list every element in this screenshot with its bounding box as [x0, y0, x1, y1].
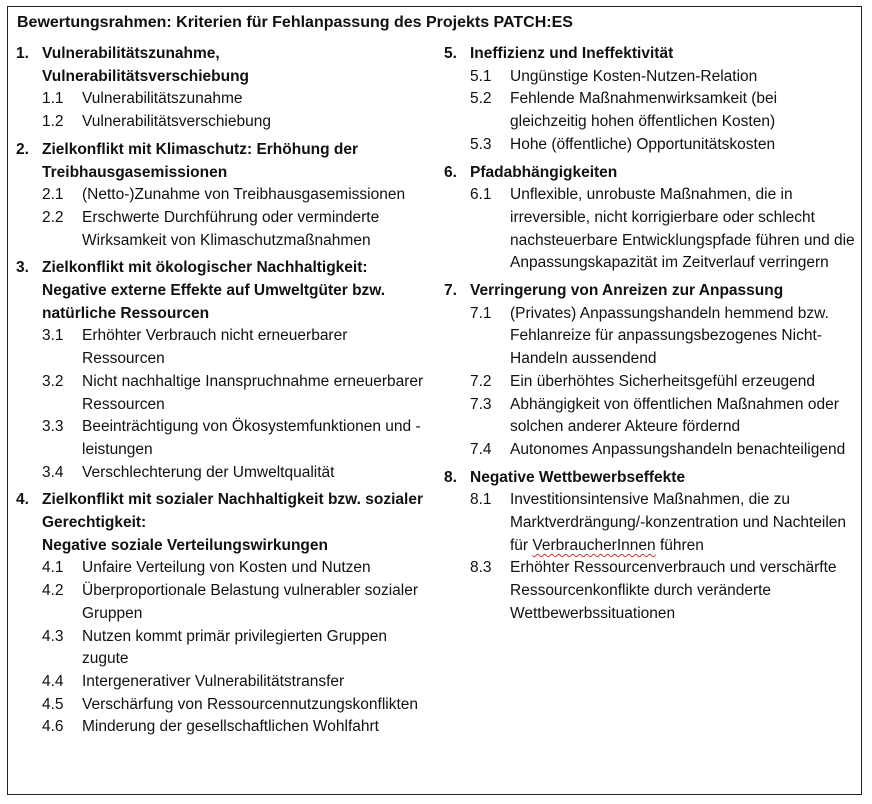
criterion-item	[16, 325, 434, 370]
right-column	[444, 43, 856, 631]
criterion-text	[510, 489, 856, 557]
criterion-item	[16, 557, 434, 580]
criterion-text: Erhöhter Ressourcenverbrauch und verschärfte Ressourcenkonflikte durch veränderte Wettbewerbssituationen	[510, 559, 837, 622]
section-number: 6.	[444, 163, 457, 181]
left-column	[16, 43, 434, 744]
criterion-number: 4.5	[42, 695, 64, 713]
criterion-item	[16, 371, 434, 416]
section-number: 4.	[16, 491, 29, 509]
criterion-number: 7.4	[470, 440, 492, 458]
criterion-text: Fehlende Maßnahmenwirksamkeit (bei gleichzeitig hohen öffentlichen Kosten)	[510, 90, 778, 131]
criterion-item	[16, 416, 434, 461]
criterion-text: (Privates) Anpassungshandeln hemmend bzw. Fehlanreize für anpassungsbezogenes Nicht-Handeln aussendend	[510, 304, 829, 368]
section-title: Zielkonflikt mit Klimaschutz: Erhöhung der Treibhausgasemissionen	[42, 140, 359, 181]
section-title: Zielkonflikt mit sozialer Nachhaltigkeit bzw. sozialer Gerechtigkeit: Negative soziale Verteilungswirkungen	[42, 491, 423, 554]
criterion-number: 2.1	[42, 186, 64, 204]
criterion-item	[16, 626, 434, 671]
criterion-item	[16, 88, 434, 111]
criterion-item	[16, 671, 434, 694]
criterion-text: Unflexible, unrobuste Maßnahmen, die in irreversible, nicht korrigierbare oder schlecht nachsteuerbare Entwicklungspfade führen und die Anpassungskapazität im Zeitverlauf verringern	[510, 186, 855, 272]
spellcheck-marked-word: VerbraucherInnen	[532, 536, 656, 554]
criterion-item	[16, 716, 434, 739]
criterion-number: 7.3	[470, 395, 492, 413]
criterion-text: Abhängigkeit von öffentlichen Maßnahmen oder solchen anderer Akteure fördernd	[510, 395, 839, 436]
section-1	[16, 43, 434, 134]
criterion-item	[16, 184, 434, 207]
criterion-number: 7.2	[470, 372, 492, 390]
section-number: 2.	[16, 140, 29, 158]
section-title: Ineffizienz und Ineffektivität	[470, 45, 674, 62]
criterion-text: Verschlechterung der Umweltqualität	[82, 463, 335, 481]
criterion-number: 1.2	[42, 113, 64, 131]
section-heading	[16, 489, 434, 557]
criterion-number: 4.3	[42, 627, 64, 645]
criterion-text: Autonomes Anpassungshandeln benachteiligend	[510, 440, 846, 458]
criterion-item	[444, 88, 856, 133]
section-title: Pfadabhängigkeiten	[470, 163, 618, 181]
section-heading	[444, 162, 856, 185]
section-heading	[444, 280, 856, 303]
criterion-number: 5.2	[470, 90, 492, 108]
criterion-number: 8.3	[470, 559, 492, 577]
section-6	[444, 162, 856, 276]
criterion-number: 3.4	[42, 463, 64, 481]
section-title: Vulnerabilitätszunahme, Vulnerabilitätsverschiebung	[42, 45, 250, 85]
section-heading	[16, 43, 434, 88]
criterion-text: Ungünstige Kosten-Nutzen-Relation	[510, 67, 758, 85]
criterion-text: Beeinträchtigung von Ökosystemfunktionen und -leistungen	[82, 418, 421, 458]
criterion-text: Vulnerabilitätsverschiebung	[82, 113, 271, 131]
criterion-number: 8.1	[470, 491, 492, 509]
criterion-number: 6.1	[470, 186, 492, 204]
section-heading	[16, 257, 434, 325]
criterion-item	[16, 111, 434, 134]
criterion-item	[16, 207, 434, 252]
section-heading	[444, 467, 856, 490]
section-5	[444, 43, 856, 157]
section-7	[444, 280, 856, 462]
criterion-text: Unfaire Verteilung von Kosten und Nutzen	[82, 559, 371, 577]
criterion-text: Vulnerabilitätszunahme	[82, 90, 243, 108]
criterion-item	[16, 580, 434, 625]
criterion-text: Überproportionale Belastung vulnerabler sozialer Gruppen	[82, 582, 419, 622]
section-number: 3.	[16, 259, 29, 277]
criterion-number: 5.1	[470, 67, 492, 85]
criterion-text: Nutzen kommt primär privilegierten Gruppen zugute	[82, 627, 387, 668]
section-number: 1.	[16, 45, 29, 62]
criterion-item	[16, 462, 434, 485]
criterion-number: 3.2	[42, 372, 64, 390]
criterion-text: Erschwerte Durchführung oder verminderte Wirksamkeit von Klimaschutzmaßnahmen	[82, 208, 380, 249]
section-4	[16, 489, 434, 739]
criterion-item	[444, 439, 856, 462]
criterion-item	[444, 66, 856, 89]
criterion-item	[444, 134, 856, 157]
criterion-text: Nicht nachhaltige Inanspruchnahme erneuerbarer Ressourcen	[82, 372, 424, 413]
document-title: Bewertungsrahmen: Kriterien für Fehlanpassung des Projekts PATCH:ES	[17, 14, 573, 31]
criterion-item	[444, 303, 856, 371]
criterion-number: 1.1	[42, 90, 64, 108]
criterion-number: 5.3	[470, 135, 492, 153]
section-heading	[444, 43, 856, 66]
criterion-text: Minderung der gesellschaftlichen Wohlfahrt	[82, 718, 379, 736]
section-title: Zielkonflikt mit ökologischer Nachhaltigkeit: Negative externe Effekte auf Umweltgüter bzw. natürliche Ressourcen	[42, 259, 386, 322]
criterion-text: Hohe (öffentliche) Opportunitätskosten	[510, 135, 776, 153]
criterion-number: 4.1	[42, 559, 64, 577]
criterion-text: Erhöhter Verbrauch nicht erneuerbarer Ressourcen	[82, 327, 348, 368]
criterion-item	[444, 489, 856, 557]
criterion-item	[16, 694, 434, 717]
criterion-number: 3.3	[42, 418, 64, 436]
criterion-item	[444, 557, 856, 625]
section-3	[16, 257, 434, 484]
criterion-text-part: führen	[655, 536, 704, 554]
section-8	[444, 467, 856, 626]
section-2	[16, 139, 434, 253]
criterion-text: Intergenerativer Vulnerabilitätstransfer	[82, 672, 345, 690]
criterion-text: (Netto-)Zunahme von Treibhausgasemissionen	[82, 186, 406, 204]
criterion-number: 2.2	[42, 208, 64, 226]
criterion-text: Ein überhöhtes Sicherheitsgefühl erzeugend	[510, 372, 816, 390]
criterion-item	[444, 394, 856, 439]
section-title: Verringerung von Anreizen zur Anpassung	[470, 282, 784, 300]
section-number: 8.	[444, 468, 457, 486]
criterion-number: 4.4	[42, 672, 64, 690]
criterion-item	[444, 371, 856, 394]
criterion-item	[444, 184, 856, 275]
section-title: Negative Wettbewerbseffekte	[470, 468, 686, 486]
criterion-number: 4.2	[42, 582, 64, 600]
criterion-text-part: Investitionsintensive Maßnahmen, die zu Marktverdrängung/-konzentration und Nachteilen für	[510, 491, 847, 554]
section-number: 7.	[444, 282, 457, 300]
criterion-number: 7.1	[470, 304, 492, 322]
criteria-table-frame	[7, 6, 862, 795]
criterion-text: Verschärfung von Ressourcennutzungskonflikten	[82, 695, 419, 713]
section-heading	[16, 139, 434, 184]
criterion-number: 4.6	[42, 718, 64, 736]
section-number: 5.	[444, 45, 457, 62]
criterion-number: 3.1	[42, 327, 64, 345]
